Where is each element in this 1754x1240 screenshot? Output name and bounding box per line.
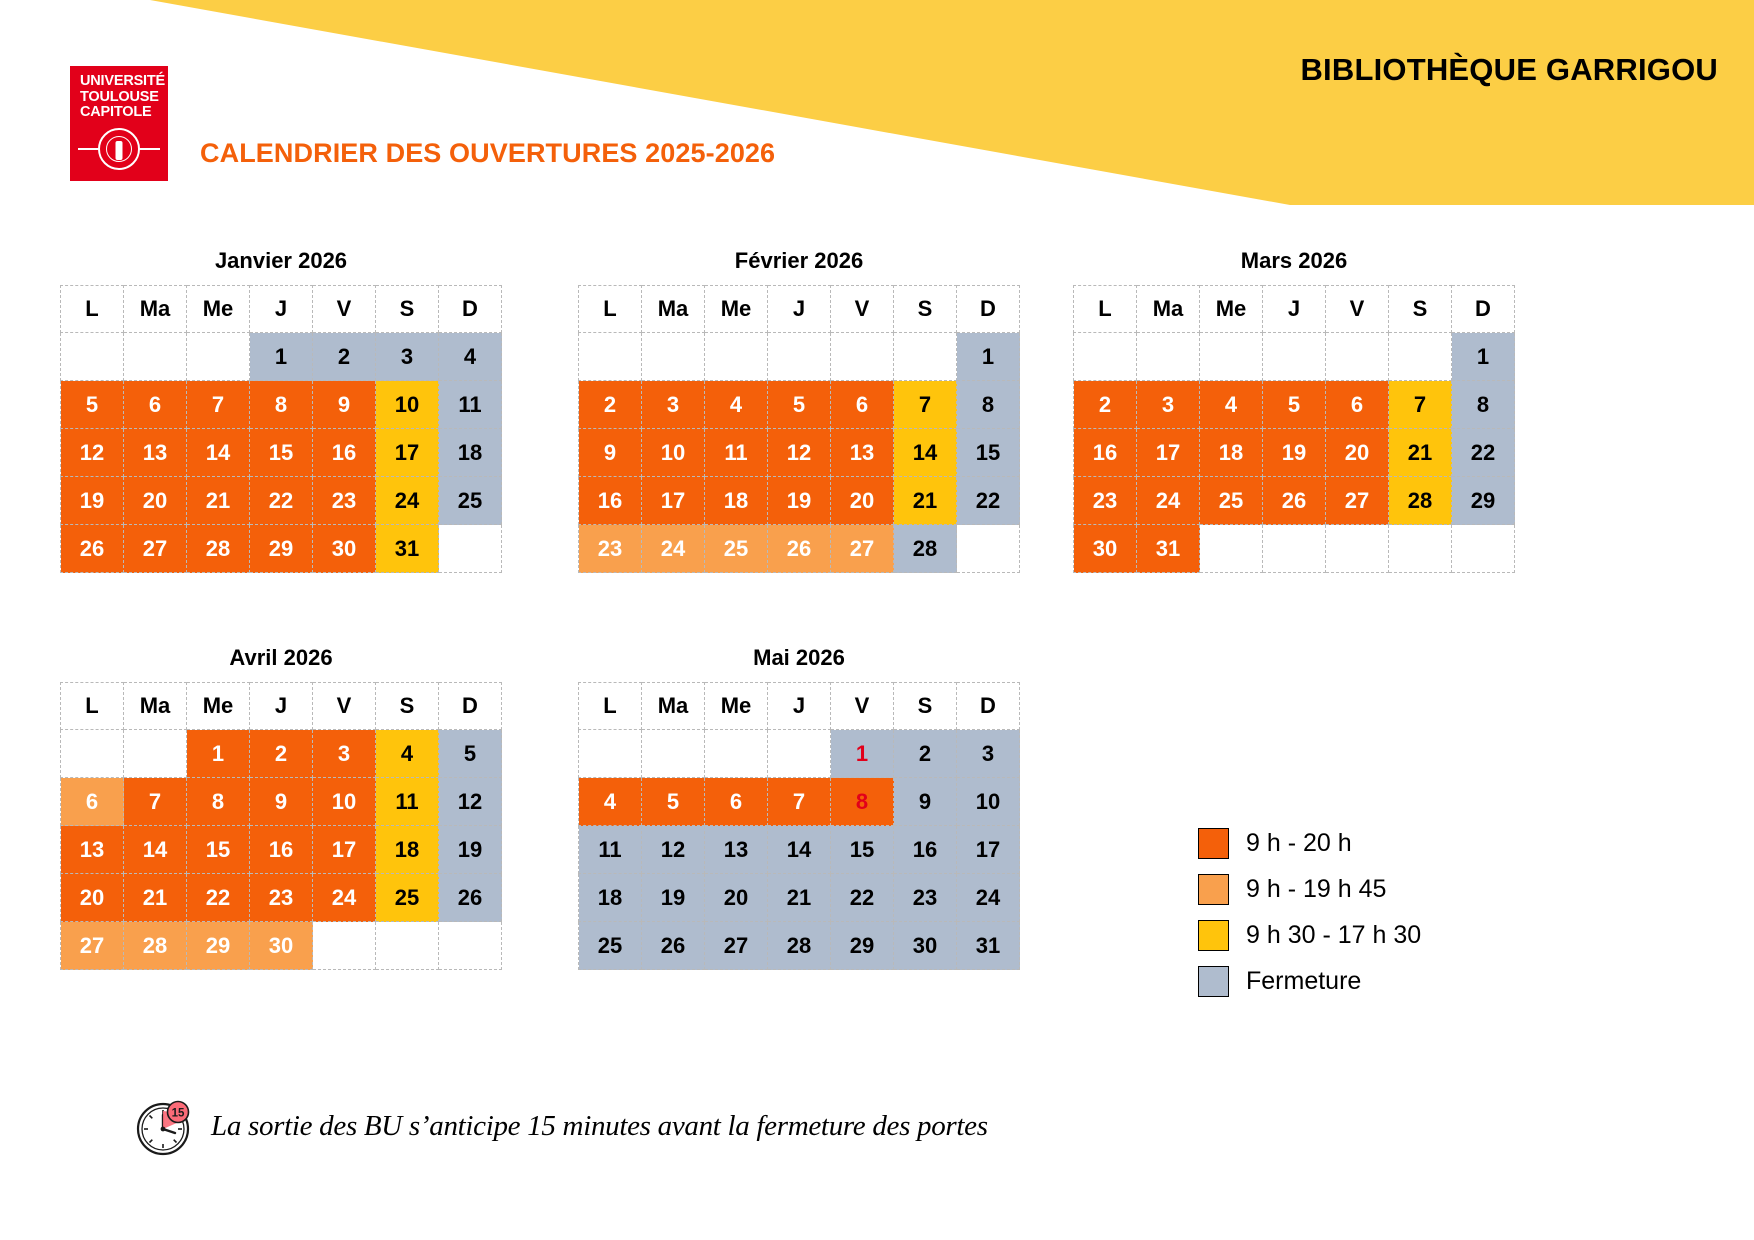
legend bbox=[1198, 828, 1421, 1012]
weekday-header-j: J bbox=[250, 286, 313, 333]
calendar-day-cell[interactable]: 14 bbox=[894, 429, 957, 477]
calendar-empty-cell bbox=[187, 333, 250, 381]
calendar-day-cell[interactable]: 4 bbox=[439, 333, 502, 381]
month-block-mai bbox=[578, 645, 1020, 970]
calendar-day-cell[interactable]: 9 bbox=[313, 381, 376, 429]
calendar-day-cell[interactable]: 26 bbox=[439, 874, 502, 922]
weekday-header-l: L bbox=[61, 683, 124, 730]
calendar-day-cell[interactable]: 23 bbox=[894, 874, 957, 922]
calendar-day-cell[interactable]: 27 bbox=[831, 525, 894, 573]
weekday-header-s: S bbox=[1389, 286, 1452, 333]
calendar-day-cell[interactable]: 1 bbox=[187, 730, 250, 778]
legend-swatch-orange bbox=[1198, 828, 1229, 859]
calendar-week-row bbox=[579, 730, 1020, 778]
calendar-day-cell[interactable]: 9 bbox=[894, 778, 957, 826]
calendar-day-cell[interactable]: 16 bbox=[250, 826, 313, 874]
calendar-week-row bbox=[61, 477, 502, 525]
calendar-empty-cell bbox=[705, 730, 768, 778]
calendar-day-cell[interactable]: 28 bbox=[187, 525, 250, 573]
calendar-day-cell[interactable]: 21 bbox=[768, 874, 831, 922]
calendar-day-cell[interactable]: 13 bbox=[124, 429, 187, 477]
legend-label: 9 h 30 - 17 h 30 bbox=[1246, 921, 1422, 949]
calendar-empty-cell bbox=[1389, 525, 1452, 573]
calendar-day-cell[interactable]: 5 bbox=[1263, 381, 1326, 429]
month-block-mars bbox=[1073, 248, 1515, 573]
calendar-day-cell[interactable]: 9 bbox=[579, 429, 642, 477]
calendar-empty-cell bbox=[579, 730, 642, 778]
calendar-week-row bbox=[1074, 333, 1515, 381]
clock-badge-text: 15 bbox=[171, 1107, 185, 1120]
calendar-day-cell[interactable]: 8 bbox=[957, 381, 1020, 429]
calendar-day-cell[interactable]: 20 bbox=[61, 874, 124, 922]
library-name: BIBLIOTHÈQUE GARRIGOU bbox=[1300, 52, 1718, 87]
calendar-day-cell[interactable]: 19 bbox=[642, 874, 705, 922]
weekday-header-row bbox=[579, 683, 1020, 730]
calendar-day-cell[interactable]: 17 bbox=[376, 429, 439, 477]
calendar-day-cell[interactable]: 20 bbox=[831, 477, 894, 525]
calendar-day-cell[interactable]: 28 bbox=[894, 525, 957, 573]
calendar-day-cell[interactable]: 6 bbox=[124, 381, 187, 429]
weekday-header-d: D bbox=[1452, 286, 1515, 333]
calendar-day-cell[interactable]: 25 bbox=[376, 874, 439, 922]
calendar-week-row bbox=[61, 730, 502, 778]
calendar-empty-cell bbox=[124, 333, 187, 381]
calendar-day-cell[interactable]: 29 bbox=[187, 922, 250, 970]
calendar-day-cell[interactable]: 13 bbox=[61, 826, 124, 874]
calendar-week-row bbox=[61, 826, 502, 874]
weekday-header-ma: Ma bbox=[124, 286, 187, 333]
calendar-day-cell[interactable]: 4 bbox=[579, 778, 642, 826]
calendar-day-cell[interactable]: 3 bbox=[957, 730, 1020, 778]
weekday-header-j: J bbox=[768, 683, 831, 730]
calendar-day-cell[interactable]: 14 bbox=[124, 826, 187, 874]
calendar-day-cell[interactable]: 2 bbox=[894, 730, 957, 778]
calendar-week-row bbox=[579, 381, 1020, 429]
month-title: Mai 2026 bbox=[753, 645, 845, 670]
calendar-day-cell[interactable]: 10 bbox=[376, 381, 439, 429]
calendar-day-cell[interactable]: 8 bbox=[831, 778, 894, 826]
calendar-day-cell[interactable]: 9 bbox=[250, 778, 313, 826]
calendar-day-cell[interactable]: 4 bbox=[376, 730, 439, 778]
calendar-day-cell[interactable]: 15 bbox=[957, 429, 1020, 477]
calendar-day-cell[interactable]: 28 bbox=[1389, 477, 1452, 525]
calendar-day-cell[interactable]: 11 bbox=[705, 429, 768, 477]
calendar-day-cell[interactable]: 23 bbox=[579, 525, 642, 573]
weekday-header-l: L bbox=[1074, 286, 1137, 333]
calendar-table-fevrier bbox=[578, 285, 1020, 573]
weekday-header-v: V bbox=[831, 683, 894, 730]
calendar-day-cell[interactable]: 25 bbox=[579, 922, 642, 970]
weekday-header-me: Me bbox=[705, 683, 768, 730]
calendar-day-cell[interactable]: 25 bbox=[1200, 477, 1263, 525]
calendar-week-row bbox=[579, 429, 1020, 477]
calendar-day-cell[interactable]: 29 bbox=[831, 922, 894, 970]
calendar-day-cell[interactable]: 31 bbox=[1137, 525, 1200, 573]
calendar-day-cell[interactable]: 7 bbox=[894, 381, 957, 429]
calendar-week-row bbox=[1074, 525, 1515, 573]
calendar-day-cell[interactable]: 26 bbox=[61, 525, 124, 573]
legend-swatch-lorange bbox=[1198, 874, 1229, 905]
calendar-empty-cell bbox=[1074, 333, 1137, 381]
weekday-header-v: V bbox=[831, 286, 894, 333]
calendar-day-cell[interactable]: 29 bbox=[250, 525, 313, 573]
calendar-empty-cell bbox=[1200, 333, 1263, 381]
calendar-day-cell[interactable]: 13 bbox=[705, 826, 768, 874]
calendar-day-cell[interactable]: 2 bbox=[1074, 381, 1137, 429]
calendar-empty-cell bbox=[1263, 525, 1326, 573]
calendar-day-cell[interactable]: 31 bbox=[957, 922, 1020, 970]
calendar-day-cell[interactable]: 17 bbox=[1137, 429, 1200, 477]
month-title: Mars 2026 bbox=[1240, 248, 1348, 273]
calendar-day-cell[interactable]: 6 bbox=[831, 381, 894, 429]
calendar-day-cell[interactable]: 20 bbox=[705, 874, 768, 922]
calendar-day-cell[interactable]: 19 bbox=[768, 477, 831, 525]
calendar-day-cell[interactable]: 5 bbox=[768, 381, 831, 429]
calendar-week-row bbox=[579, 778, 1020, 826]
calendar-empty-cell bbox=[1137, 333, 1200, 381]
calendar-day-cell[interactable]: 22 bbox=[1452, 429, 1515, 477]
calendar-day-cell[interactable]: 23 bbox=[313, 477, 376, 525]
calendar-day-cell[interactable]: 30 bbox=[313, 525, 376, 573]
clock-icon bbox=[135, 1095, 197, 1157]
calendar-day-cell[interactable]: 2 bbox=[250, 730, 313, 778]
calendar-day-cell[interactable]: 28 bbox=[768, 922, 831, 970]
calendar-week-row bbox=[61, 874, 502, 922]
calendar-table-avril bbox=[60, 682, 502, 970]
weekday-header-me: Me bbox=[1200, 286, 1263, 333]
calendar-day-cell[interactable]: 21 bbox=[187, 477, 250, 525]
calendar-day-cell[interactable]: 3 bbox=[1137, 381, 1200, 429]
calendar-week-row bbox=[579, 826, 1020, 874]
calendar-empty-cell bbox=[61, 730, 124, 778]
calendar-day-cell[interactable]: 27 bbox=[705, 922, 768, 970]
month-title: Février 2026 bbox=[734, 248, 864, 273]
university-seal-icon bbox=[76, 128, 162, 170]
calendar-empty-cell bbox=[439, 922, 502, 970]
weekday-header-j: J bbox=[1263, 286, 1326, 333]
calendar-day-cell[interactable]: 10 bbox=[642, 429, 705, 477]
calendar-empty-cell bbox=[439, 525, 502, 573]
weekday-header-l: L bbox=[579, 683, 642, 730]
calendar-day-cell[interactable]: 24 bbox=[313, 874, 376, 922]
legend-item bbox=[1198, 828, 1421, 859]
weekday-header-ma: Ma bbox=[642, 286, 705, 333]
logo-line-3: CAPITOLE bbox=[80, 104, 152, 120]
calendar-day-cell[interactable]: 12 bbox=[768, 429, 831, 477]
calendar-day-cell[interactable]: 27 bbox=[61, 922, 124, 970]
calendar-week-row bbox=[579, 922, 1020, 970]
weekday-header-s: S bbox=[376, 286, 439, 333]
calendar-day-cell[interactable]: 21 bbox=[1389, 429, 1452, 477]
calendar-day-cell[interactable]: 12 bbox=[439, 778, 502, 826]
calendar-empty-cell bbox=[61, 333, 124, 381]
university-logo bbox=[70, 66, 168, 181]
logo-line-2: TOULOUSE bbox=[80, 88, 159, 105]
calendar-day-cell[interactable]: 6 bbox=[61, 778, 124, 826]
weekday-header-l: L bbox=[61, 286, 124, 333]
calendar-week-row bbox=[579, 333, 1020, 381]
month-title: Avril 2026 bbox=[229, 645, 333, 670]
calendar-empty-cell bbox=[579, 333, 642, 381]
calendar-day-cell[interactable]: 20 bbox=[1326, 429, 1389, 477]
calendar-day-cell[interactable]: 11 bbox=[579, 826, 642, 874]
calendar-day-cell[interactable]: 29 bbox=[1452, 477, 1515, 525]
calendar-week-row bbox=[61, 429, 502, 477]
calendar-day-cell[interactable]: 22 bbox=[250, 477, 313, 525]
calendar-week-row bbox=[61, 922, 502, 970]
calendar-day-cell[interactable]: 16 bbox=[313, 429, 376, 477]
calendar-day-cell[interactable]: 22 bbox=[957, 477, 1020, 525]
calendar-empty-cell bbox=[1326, 333, 1389, 381]
calendar-day-cell[interactable]: 3 bbox=[376, 333, 439, 381]
weekday-header-me: Me bbox=[705, 286, 768, 333]
calendar-day-cell[interactable]: 2 bbox=[579, 381, 642, 429]
legend-label: 9 h - 20 h bbox=[1246, 829, 1352, 857]
weekday-header-me: Me bbox=[187, 286, 250, 333]
calendar-week-row bbox=[1074, 381, 1515, 429]
calendar-week-row bbox=[61, 381, 502, 429]
calendar-day-cell[interactable]: 17 bbox=[957, 826, 1020, 874]
weekday-header-row bbox=[579, 286, 1020, 333]
calendar-empty-cell bbox=[642, 333, 705, 381]
weekday-header-d: D bbox=[439, 286, 502, 333]
calendar-day-cell[interactable]: 18 bbox=[705, 477, 768, 525]
calendar-day-cell[interactable]: 4 bbox=[1200, 381, 1263, 429]
calendar-day-cell[interactable]: 23 bbox=[250, 874, 313, 922]
calendar-empty-cell bbox=[831, 333, 894, 381]
weekday-header-ma: Ma bbox=[642, 683, 705, 730]
calendar-day-cell[interactable]: 7 bbox=[187, 381, 250, 429]
calendar-week-row bbox=[579, 874, 1020, 922]
weekday-header-s: S bbox=[376, 683, 439, 730]
calendar-empty-cell bbox=[124, 730, 187, 778]
calendar-table-mars bbox=[1073, 285, 1515, 573]
calendar-week-row bbox=[61, 333, 502, 381]
calendar-day-cell[interactable]: 8 bbox=[1452, 381, 1515, 429]
calendar-week-row bbox=[1074, 429, 1515, 477]
calendar-day-cell[interactable]: 24 bbox=[1137, 477, 1200, 525]
legend-item bbox=[1198, 920, 1421, 951]
calendar-day-cell[interactable]: 26 bbox=[768, 525, 831, 573]
weekday-header-v: V bbox=[313, 683, 376, 730]
calendar-day-cell[interactable]: 11 bbox=[439, 381, 502, 429]
weekday-header-d: D bbox=[957, 683, 1020, 730]
calendar-day-cell[interactable]: 26 bbox=[642, 922, 705, 970]
calendar-day-cell[interactable]: 3 bbox=[313, 730, 376, 778]
calendar-day-cell[interactable]: 7 bbox=[124, 778, 187, 826]
calendar-day-cell[interactable]: 18 bbox=[1200, 429, 1263, 477]
calendar-day-cell[interactable]: 15 bbox=[250, 429, 313, 477]
calendar-week-row bbox=[1074, 477, 1515, 525]
calendar-day-cell[interactable]: 11 bbox=[376, 778, 439, 826]
calendar-day-cell[interactable]: 20 bbox=[124, 477, 187, 525]
legend-label: 9 h - 19 h 45 bbox=[1246, 875, 1387, 903]
calendar-day-cell[interactable]: 7 bbox=[1389, 381, 1452, 429]
calendar-day-cell[interactable]: 21 bbox=[894, 477, 957, 525]
weekday-header-d: D bbox=[439, 683, 502, 730]
calendar-day-cell[interactable]: 10 bbox=[313, 778, 376, 826]
month-block-fevrier bbox=[578, 248, 1020, 573]
calendar-empty-cell bbox=[1263, 333, 1326, 381]
weekday-header-row bbox=[61, 683, 502, 730]
calendar-week-row bbox=[579, 477, 1020, 525]
calendar-empty-cell bbox=[768, 730, 831, 778]
calendar-day-cell[interactable]: 14 bbox=[768, 826, 831, 874]
calendar-day-cell[interactable]: 25 bbox=[705, 525, 768, 573]
calendar-day-cell[interactable]: 26 bbox=[1263, 477, 1326, 525]
calendar-table-mai bbox=[578, 682, 1020, 970]
calendar-day-cell[interactable]: 16 bbox=[579, 477, 642, 525]
calendar-empty-cell bbox=[642, 730, 705, 778]
calendar-day-cell[interactable]: 30 bbox=[894, 922, 957, 970]
calendar-day-cell[interactable]: 5 bbox=[439, 730, 502, 778]
calendar-day-cell[interactable]: 1 bbox=[831, 730, 894, 778]
calendar-empty-cell bbox=[894, 333, 957, 381]
calendar-day-cell[interactable]: 16 bbox=[1074, 429, 1137, 477]
calendar-day-cell[interactable]: 1 bbox=[250, 333, 313, 381]
calendar-day-cell[interactable]: 12 bbox=[642, 826, 705, 874]
month-block-avril bbox=[60, 645, 502, 970]
month-title: Janvier 2026 bbox=[214, 248, 348, 273]
calendar-day-cell[interactable]: 12 bbox=[61, 429, 124, 477]
calendar-day-cell[interactable]: 6 bbox=[1326, 381, 1389, 429]
calendar-day-cell[interactable]: 30 bbox=[250, 922, 313, 970]
weekday-header-d: D bbox=[957, 286, 1020, 333]
calendar-day-cell[interactable]: 24 bbox=[376, 477, 439, 525]
calendar-empty-cell bbox=[705, 333, 768, 381]
month-block-janvier bbox=[60, 248, 502, 573]
weekday-header-ma: Ma bbox=[124, 683, 187, 730]
weekday-header-ma: Ma bbox=[1137, 286, 1200, 333]
calendar-day-cell[interactable]: 27 bbox=[1326, 477, 1389, 525]
legend-item bbox=[1198, 874, 1421, 905]
calendar-day-cell[interactable]: 24 bbox=[642, 525, 705, 573]
calendar-empty-cell bbox=[376, 922, 439, 970]
calendar-week-row bbox=[579, 525, 1020, 573]
calendar-day-cell[interactable]: 31 bbox=[376, 525, 439, 573]
weekday-header-j: J bbox=[768, 286, 831, 333]
logo-line-1: UNIVERSITÉ bbox=[80, 73, 166, 89]
calendar-table-janvier bbox=[60, 285, 502, 573]
weekday-header-s: S bbox=[894, 683, 957, 730]
calendar-day-cell[interactable]: 23 bbox=[1074, 477, 1137, 525]
calendar-day-cell[interactable]: 4 bbox=[705, 381, 768, 429]
calendar-day-cell[interactable]: 22 bbox=[187, 874, 250, 922]
calendar-day-cell[interactable]: 24 bbox=[957, 874, 1020, 922]
weekday-header-row bbox=[61, 286, 502, 333]
calendar-day-cell[interactable]: 18 bbox=[376, 826, 439, 874]
calendar-day-cell[interactable]: 14 bbox=[187, 429, 250, 477]
calendar-week-row bbox=[61, 525, 502, 573]
calendar-week-row bbox=[61, 778, 502, 826]
calendar-day-cell[interactable]: 15 bbox=[187, 826, 250, 874]
calendar-day-cell[interactable]: 30 bbox=[1074, 525, 1137, 573]
calendar-day-cell[interactable]: 22 bbox=[831, 874, 894, 922]
calendar-day-cell[interactable]: 28 bbox=[124, 922, 187, 970]
header-yellow-band bbox=[0, 0, 1754, 205]
calendar-day-cell[interactable]: 2 bbox=[313, 333, 376, 381]
calendar-day-cell[interactable]: 16 bbox=[894, 826, 957, 874]
calendar-day-cell[interactable]: 27 bbox=[124, 525, 187, 573]
calendar-empty-cell bbox=[957, 525, 1020, 573]
calendar-day-cell[interactable]: 19 bbox=[61, 477, 124, 525]
calendar-day-cell[interactable]: 13 bbox=[831, 429, 894, 477]
legend-label: Fermeture bbox=[1246, 967, 1362, 995]
calendar-empty-cell bbox=[768, 333, 831, 381]
calendar-day-cell[interactable]: 17 bbox=[642, 477, 705, 525]
calendar-empty-cell bbox=[1389, 333, 1452, 381]
weekday-header-j: J bbox=[250, 683, 313, 730]
calendar-day-cell[interactable]: 15 bbox=[831, 826, 894, 874]
calendar-day-cell[interactable]: 3 bbox=[642, 381, 705, 429]
weekday-header-v: V bbox=[313, 286, 376, 333]
calendar-empty-cell bbox=[1326, 525, 1389, 573]
calendar-day-cell[interactable]: 10 bbox=[957, 778, 1020, 826]
calendar-day-cell[interactable]: 6 bbox=[705, 778, 768, 826]
calendar-day-cell[interactable]: 18 bbox=[579, 874, 642, 922]
calendar-day-cell[interactable]: 5 bbox=[61, 381, 124, 429]
footnote bbox=[135, 1095, 988, 1157]
calendar-day-cell[interactable]: 1 bbox=[957, 333, 1020, 381]
legend-item bbox=[1198, 966, 1421, 997]
calendar-day-cell[interactable]: 18 bbox=[439, 429, 502, 477]
weekday-header-v: V bbox=[1326, 286, 1389, 333]
weekday-header-row bbox=[1074, 286, 1515, 333]
calendar-day-cell[interactable]: 7 bbox=[768, 778, 831, 826]
calendar-day-cell[interactable]: 25 bbox=[439, 477, 502, 525]
calendar-day-cell[interactable]: 19 bbox=[439, 826, 502, 874]
calendar-day-cell[interactable]: 17 bbox=[313, 826, 376, 874]
footnote-text: La sortie des BU s’anticipe 15 minutes avant la fermeture des portes bbox=[211, 1109, 988, 1142]
calendar-day-cell[interactable]: 8 bbox=[187, 778, 250, 826]
weekday-header-l: L bbox=[579, 286, 642, 333]
page-title: CALENDRIER DES OUVERTURES 2025-2026 bbox=[200, 138, 776, 168]
calendar-empty-cell bbox=[1452, 525, 1515, 573]
calendar-empty-cell bbox=[1200, 525, 1263, 573]
calendar-day-cell[interactable]: 21 bbox=[124, 874, 187, 922]
calendar-day-cell[interactable]: 5 bbox=[642, 778, 705, 826]
calendar-day-cell[interactable]: 1 bbox=[1452, 333, 1515, 381]
calendar-empty-cell bbox=[313, 922, 376, 970]
calendar-day-cell[interactable]: 19 bbox=[1263, 429, 1326, 477]
weekday-header-s: S bbox=[894, 286, 957, 333]
legend-swatch-grey bbox=[1198, 966, 1229, 997]
legend-swatch-yellow bbox=[1198, 920, 1229, 951]
calendar-day-cell[interactable]: 8 bbox=[250, 381, 313, 429]
weekday-header-me: Me bbox=[187, 683, 250, 730]
